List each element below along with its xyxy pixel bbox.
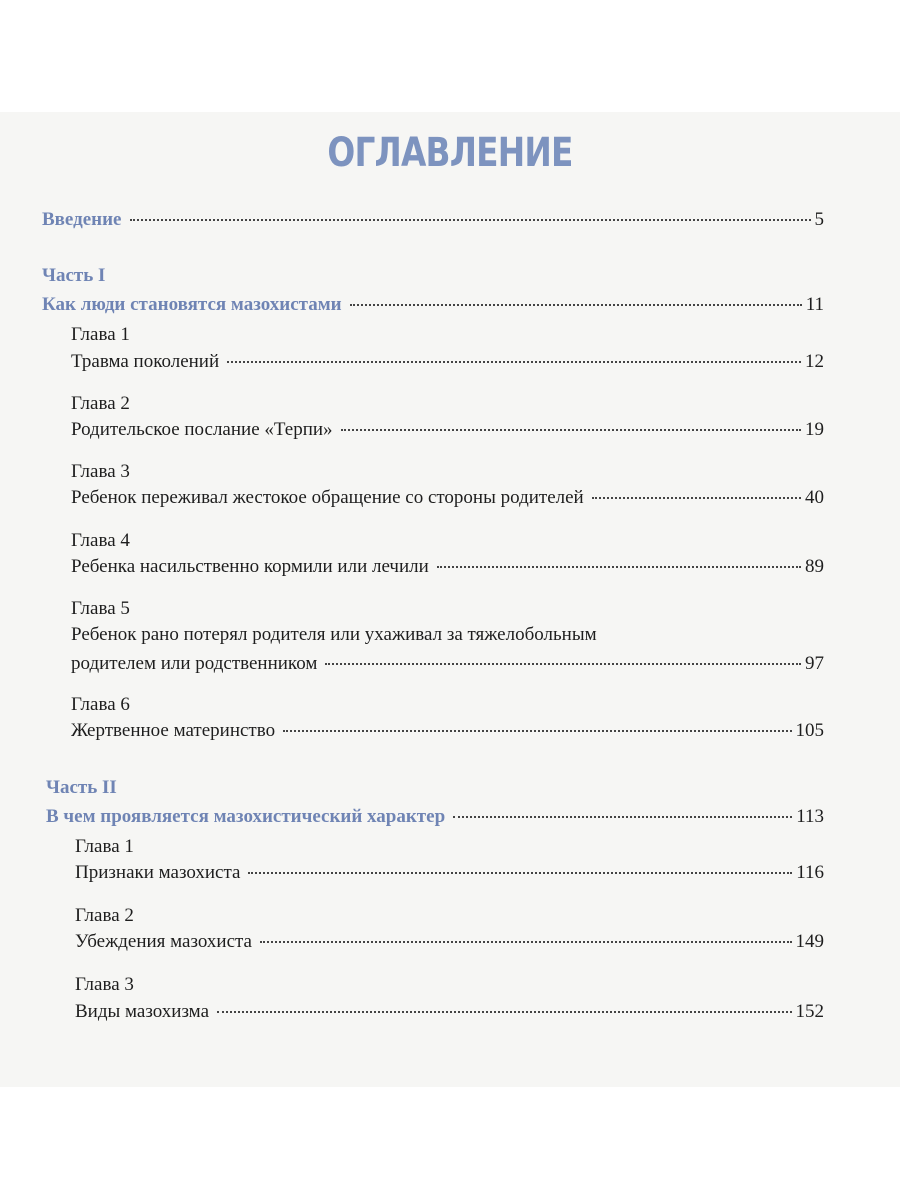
toc-entry-label: Введение xyxy=(42,209,122,230)
dot-leader xyxy=(350,304,802,306)
toc-entry-chapter[interactable] xyxy=(71,419,824,441)
part-2-label: Часть II xyxy=(46,777,117,798)
chapter-title: Ребенок переживал жестокое обращение со стороны родителей xyxy=(71,487,584,508)
toc-entry-chapter[interactable] xyxy=(71,351,824,373)
page-number: 5 xyxy=(814,209,824,230)
chapter-title: Убеждения мазохиста xyxy=(75,931,252,952)
dot-leader xyxy=(248,872,792,874)
chapter-title: Виды мазохизма xyxy=(75,1001,210,1022)
chapter-label: Глава 1 xyxy=(71,324,130,345)
page-number: 40 xyxy=(805,487,824,508)
chapter-label: Глава 4 xyxy=(71,530,130,551)
chapter-title: Жертвенное материнство xyxy=(71,720,276,741)
part-heading: Как люди становятся мазохистами xyxy=(42,294,342,315)
dot-leader xyxy=(453,816,792,818)
page-number: 19 xyxy=(805,419,824,440)
page-number: 97 xyxy=(805,653,824,674)
page-number: 11 xyxy=(805,294,824,315)
page-number: 116 xyxy=(796,862,824,883)
page-number: 105 xyxy=(795,720,824,741)
dot-leader xyxy=(592,497,801,499)
chapter-label: Глава 5 xyxy=(71,598,130,619)
chapter-title: Родительское послание «Терпи» xyxy=(71,419,333,440)
toc-entry-intro[interactable] xyxy=(42,209,824,231)
dot-leader xyxy=(341,429,801,431)
chapter-label: Глава 2 xyxy=(71,393,130,414)
dot-leader xyxy=(217,1011,791,1013)
chapter-title-line-1[interactable]: Ребенок рано потерял родителя или ухаживал за тяжелобольным xyxy=(71,624,597,645)
page-number: 12 xyxy=(805,351,824,372)
chapter-label: Глава 3 xyxy=(71,461,130,482)
chapter-label: Глава 3 xyxy=(75,974,134,995)
chapter-title-line-2: родителем или родственником xyxy=(71,653,318,674)
dot-leader xyxy=(325,663,801,665)
toc-entry-chapter[interactable] xyxy=(75,862,824,884)
toc-entry-part-1[interactable] xyxy=(42,294,824,316)
page-number: 149 xyxy=(795,931,824,952)
part-heading: В чем проявляется мазохистический характер xyxy=(46,806,446,827)
chapter-label: Глава 6 xyxy=(71,694,130,715)
chapter-label: Глава 1 xyxy=(75,836,134,857)
page-number: 113 xyxy=(796,806,824,827)
toc-entry-chapter[interactable] xyxy=(71,653,824,675)
dot-leader xyxy=(130,219,811,221)
dot-leader xyxy=(437,566,801,568)
part-1-label: Часть I xyxy=(42,265,106,286)
chapter-title: Ребенка насильственно кормили или лечили xyxy=(71,556,429,577)
toc-entry-chapter[interactable] xyxy=(75,1001,824,1023)
dot-leader xyxy=(283,730,791,732)
page-number: 152 xyxy=(795,1001,824,1022)
page-title: ОГЛАВЛЕНИЕ xyxy=(327,130,573,176)
dot-leader xyxy=(260,941,792,943)
chapter-title: Признаки мазохиста xyxy=(75,862,241,883)
toc-entry-chapter[interactable] xyxy=(71,556,824,578)
toc-entry-chapter[interactable] xyxy=(71,720,824,742)
chapter-title: Травма поколений xyxy=(71,351,220,372)
dot-leader xyxy=(227,361,801,363)
toc-entry-chapter[interactable] xyxy=(71,487,824,509)
toc-entry-chapter[interactable] xyxy=(75,931,824,953)
chapter-label: Глава 2 xyxy=(75,905,134,926)
page-number: 89 xyxy=(805,556,824,577)
toc-entry-part-2[interactable] xyxy=(46,806,824,828)
